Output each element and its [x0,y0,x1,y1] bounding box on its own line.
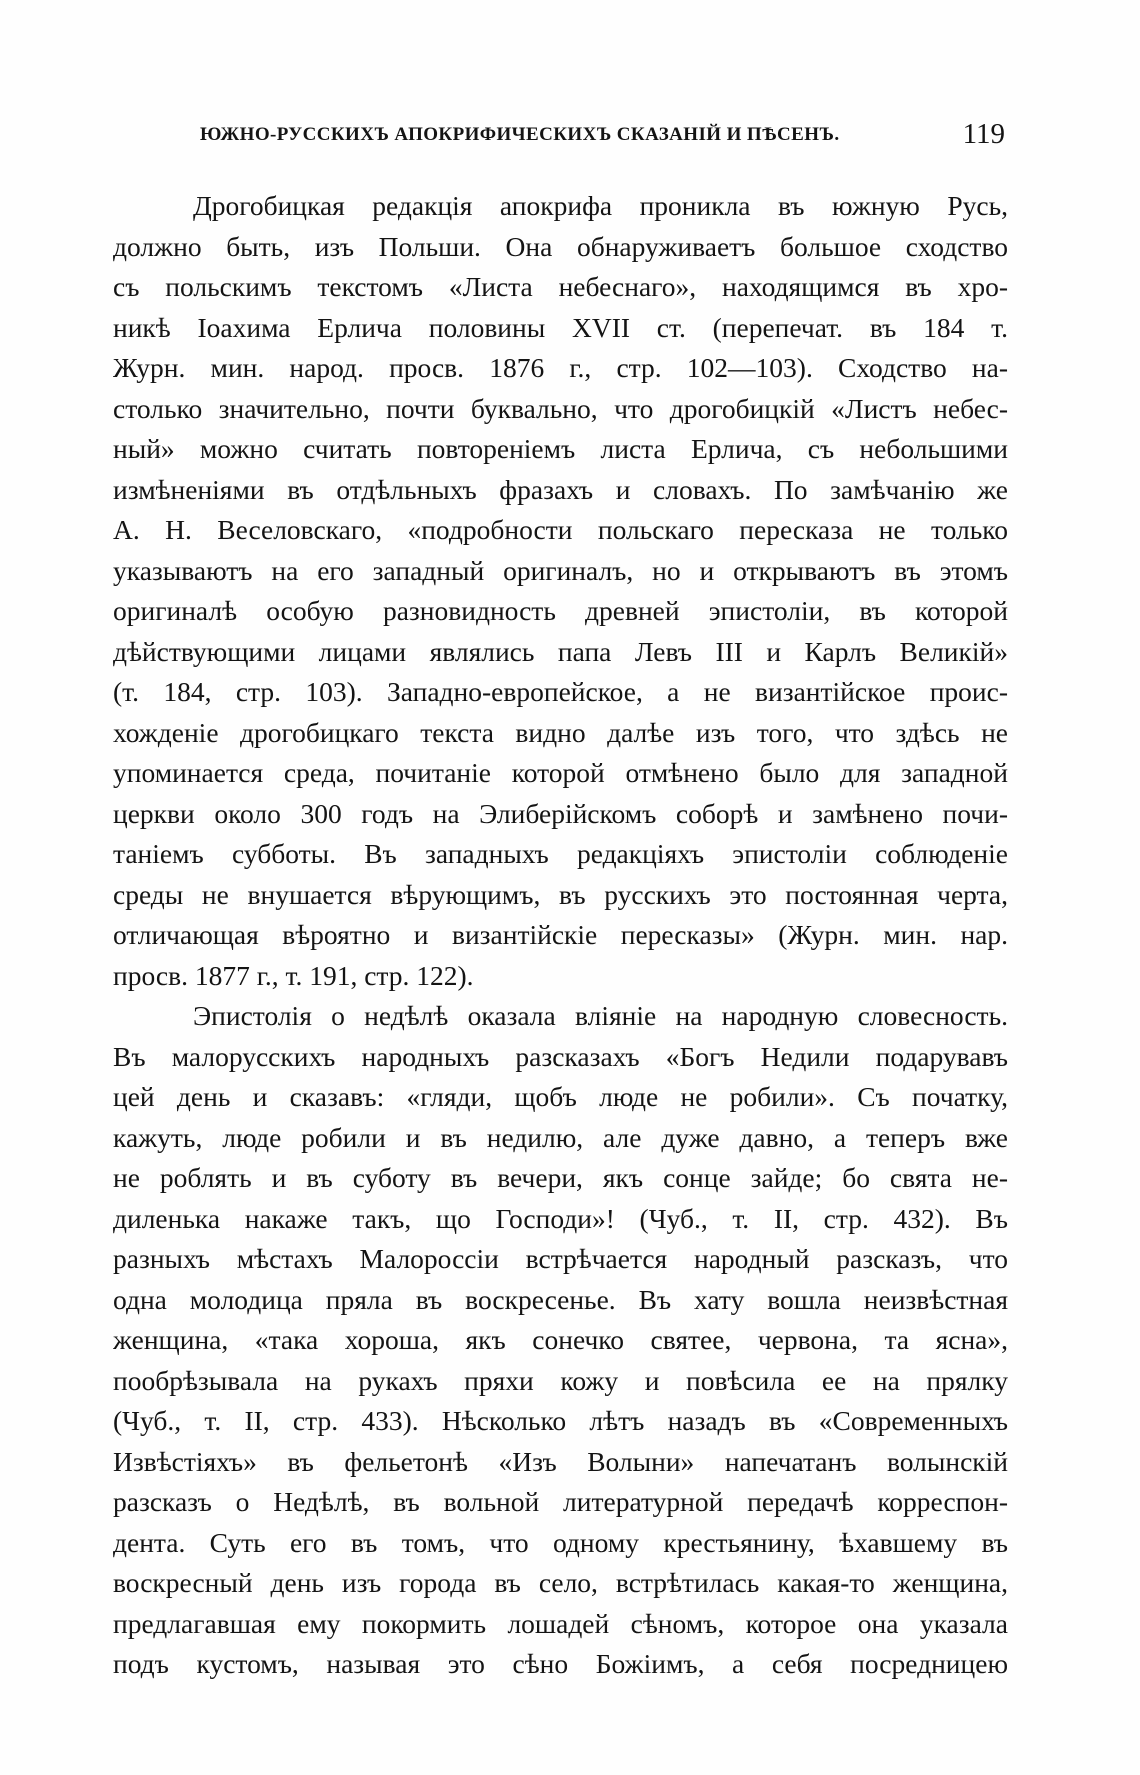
text-line: упоминается среда, почитаніе которой отмѣнено было для западной [113,757,1008,788]
text-line: женщина, «така хороша, якъ сонечко святее, червона, та ясна», [113,1324,1008,1355]
text-line: указываютъ на его западный оригиналъ, но и открываютъ въ этомъ [113,554,1008,586]
text-line: воскресный день изъ города въ село, встрѣтилась какая-то женщина, [113,1567,1008,1598]
text-line: Въ малорусскихъ народныхъ разсказахъ «Богъ Недили подарувавъ [113,1040,1008,1072]
text-line: А. Н. Веселовскаго, «подробности польскаго пересказа не только [113,514,1008,545]
text-line: Журн. мин. народ. просв. 1876 г., стр. 102—103). Сходство на- [113,352,1008,383]
text-line: отличающая вѣроятно и византійскіе пересказы» (Журн. мин. нар. [113,919,1008,950]
text-line: никѣ Іоахима Ерлича половины XVII ст. (перепечат. въ 184 т. [113,311,1008,343]
text-line: предлагавшая ему покормить лошадей сѣномъ, которое она указала [113,1607,1008,1639]
text-line: разныхъ мѣстахъ Малороссіи встрѣчается народный разсказъ, что [113,1243,1008,1274]
text-line: измѣненіями въ отдѣльныхъ фразахъ и словахъ. По замѣчанію же [113,473,1008,505]
text-line: разсказъ о Недѣлѣ, въ вольной литературной передачѣ корреспон- [113,1486,1008,1517]
text-line: съ польскимъ текстомъ «Листа небеснаго», находящимся въ хро- [113,271,1008,302]
running-title: ЮЖНО-РУССКИХЪ АПОКРИФИЧЕСКИХЪ СКАЗАНІЙ И ПѢСЕНЪ. [200,124,840,145]
running-head [200,118,1005,158]
text-line: дѣйствующими лицами являлись папа Левъ III и Карлъ Великій» [113,635,1008,667]
text-line: таніемъ субботы. Въ западныхъ редакціяхъ эпистоліи соблюденіе [113,838,1008,869]
text-line: Извѣстіяхъ» въ фельетонѣ «Изъ Волыни» напечатанъ волынскій [113,1445,1008,1477]
text-line: среды не внушается вѣрующимъ, въ русскихъ это постоянная черта, [113,878,1008,910]
text-line: (т. 184, стр. 103). Западно-европейское, а не византійское проис- [113,676,1008,707]
text-line: просв. 1877 г., т. 191, стр. 122). [113,959,474,991]
page-number: 119 [962,118,1005,150]
text-line: пообрѣзывала на рукахъ пряхи кожу и повѣсила ее на прялку [113,1364,1008,1396]
text-line: хожденіе дрогобицкаго текста видно далѣе изъ того, что здѣсь не [113,716,1008,748]
text-line: кажуть, люде робили и въ недилю, але дуже давно, а теперъ вже [113,1121,1008,1153]
text-line: Дрогобицкая редакція апокрифа проникла въ южную Русь, [193,190,1008,221]
text-line: столько значительно, почти буквально, что дрогобицкій «Листъ небес- [113,392,1008,424]
text-line: диленька накаже такъ, що Господи»! (Чуб., т. II, стр. 432). Въ [113,1202,1008,1234]
paragraph-1 [113,186,1008,996]
body-text [113,186,1008,1685]
text-line: подъ кустомъ, называя это сѣно Божіимъ, а себя посредницею [113,1648,1008,1679]
text-line: ный» можно считать повтореніемъ листа Ерлича, съ небольшими [113,433,1008,464]
text-line: цей день и сказавъ: «гляди, щобъ люде не робили». Съ початку, [113,1081,1008,1112]
text-line: не роблять и въ суботу въ вечери, якъ сонце зайде; бо свята не- [113,1162,1008,1193]
text-line: дента. Суть его въ томъ, что одному крестьянину, ѣхавшему въ [113,1526,1008,1558]
text-line: должно быть, изъ Польши. Она обнаруживаетъ большое сходство [113,230,1008,262]
text-line: одна молодица пряла въ воскресенье. Въ хату вошла неизвѣстная [113,1283,1008,1315]
text-line: (Чуб., т. II, стр. 433). Нѣсколько лѣтъ назадъ въ «Современныхъ [113,1405,1008,1436]
text-line: оригиналѣ особую разновидность древней эпистоліи, въ которой [113,595,1008,626]
text-line: церкви около 300 годъ на Элиберійскомъ соборѣ и замѣнено почи- [113,797,1008,829]
paragraph-2 [113,996,1008,1685]
text-line: Эпистолія о недѣлѣ оказала вліяніе на народную словесность. [193,1000,1008,1031]
